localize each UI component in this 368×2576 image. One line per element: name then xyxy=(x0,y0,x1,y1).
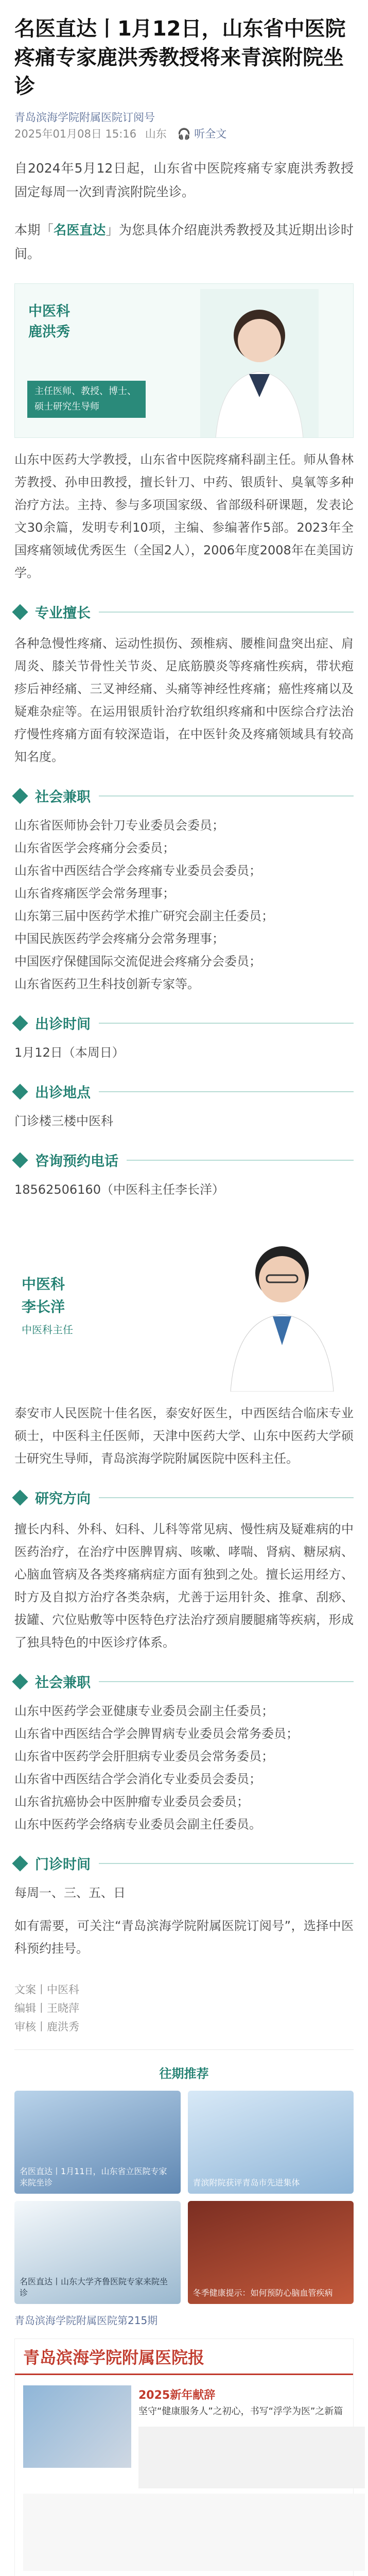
time-text: 1月12日（本周日） xyxy=(14,1045,125,1060)
diamond-icon xyxy=(12,1673,28,1689)
divider xyxy=(99,1863,354,1864)
credits xyxy=(14,1980,354,2036)
doctor1-card xyxy=(14,283,354,438)
divider xyxy=(99,1091,354,1092)
related-header: 往期推荐 xyxy=(159,2066,209,2081)
list-item: 山东省疼痛医学会常务理事； xyxy=(14,886,175,901)
list-item: 山东省医师协会针刀专业委员会委员； xyxy=(14,818,224,833)
related-caption: 青滨附院获评青岛市先进集体 xyxy=(192,2178,300,2188)
newspaper-text-block xyxy=(138,2427,365,2488)
doctor2-name: 李长洋 xyxy=(22,1298,65,1315)
article-title: 名医直达丨1月12日，山东省中医院疼痛专家鹿洪秀教授将来青滨附院坐诊 xyxy=(14,17,346,98)
related-tile[interactable] xyxy=(14,2201,181,2304)
specialty-title: 专业擅长 xyxy=(35,605,91,621)
diamond-icon xyxy=(12,1015,28,1031)
social2-title: 社会兼职 xyxy=(35,1675,91,1691)
doctor1-name: 鹿洪秀 xyxy=(28,324,70,340)
time2-text: 每周一、三、五、日 xyxy=(14,1886,126,1900)
list-item: 山东省抗癌协会中医肿瘤专业委员会委员； xyxy=(14,1794,249,1809)
newspaper-masthead xyxy=(15,2339,353,2375)
diamond-icon xyxy=(12,1152,28,1168)
phone-title: 咨询预约电话 xyxy=(35,1154,118,1170)
divider xyxy=(99,795,354,796)
diamond-icon xyxy=(12,604,28,620)
related-tile[interactable] xyxy=(188,2201,354,2304)
time2-title: 门诊时间 xyxy=(35,1857,91,1873)
related-caption: 名医直达丨山东大学齐鲁医院专家来院坐诊 xyxy=(20,2277,168,2298)
doctor2-title: 中医科主任 xyxy=(22,1324,73,1336)
doctor1-photo xyxy=(200,289,319,438)
list-item: 山东省中医药学会肝胆病专业委员会常务委员； xyxy=(14,1749,274,1764)
social-title: 社会兼职 xyxy=(35,789,91,805)
location: 山东 xyxy=(145,128,167,140)
list-item: 山东省医药卫生科技创新专家等。 xyxy=(14,977,200,991)
related-tile[interactable] xyxy=(188,2091,354,2194)
doctor1-namebox xyxy=(28,301,70,343)
doctor2-bio: 泰安市人民医院十佳名医，泰安好医生，中西医结合临床专业硕士，中医科主任医师，天津中医药大学、山东中医药大学硕士研究生导师，青岛滨海学院附属医院中医科主任。 xyxy=(14,1406,354,1466)
list-item: 中国医疗保健国际交流促进会疼痛分会委员； xyxy=(14,954,261,969)
diamond-icon xyxy=(12,1083,28,1099)
credit-writer: 文案丨中医科 xyxy=(14,1984,79,1996)
divider xyxy=(99,1681,354,1682)
intro-p2-bold: 名医直达 xyxy=(54,223,106,238)
doctor1-bio: 山东中医药大学教授，山东省中医院疼痛科副主任。师从鲁林芳教授、孙申田教授，擅长针刀、中药、银质针、臭氧等多种治疗方法。主持、参与多项国家级、省部级科研课题，发表论文30余篇，发明专利10项，主编、参编著作5部。2023年全国疼痛领域优秀医生（全国2人），2006年度2008年在美国访学。 xyxy=(14,452,354,580)
publish-date: 2025年01月08日 15:16 xyxy=(14,128,137,140)
doctor2-dept: 中医科 xyxy=(22,1276,65,1293)
diamond-icon xyxy=(12,788,28,804)
booking-note: 如有需要，可关注“青岛滨海学院附属医院订阅号”，选择中医科预约挂号。 xyxy=(14,1919,354,1956)
listen-button[interactable]: 🎧 听全文 xyxy=(177,128,227,140)
related-grid xyxy=(14,2091,354,2304)
divider xyxy=(99,1497,354,1498)
source-link[interactable]: 青岛滨海学院附属医院订阅号 xyxy=(14,111,155,124)
specialty-text: 各种急慢性疼痛、运动性损伤、颈椎病、腰椎间盘突出症、肩周炎、膝关节骨性关节炎、足底筋膜炎等疼痛性疾病，带状疱疹后神经痛、三叉神经痛、头痛等神经性疼痛；癌性疼痛以及疑难杂症等。在运用银质针治疗软组织疼痛和中医综合疗法治疗慢性疼痛方面有较深造诣，在中医针灸及疼痛领域具有较高知名度。 xyxy=(14,636,354,764)
masthead-text: 青岛滨海学院附属医院报 xyxy=(23,2347,205,2367)
time2-header xyxy=(14,1853,354,1873)
list-item: 中国民族医药学会疼痛分会常务理事； xyxy=(14,931,224,946)
social-header xyxy=(14,786,354,806)
newspaper-photo xyxy=(23,2385,131,2468)
newspaper-text-block xyxy=(23,2494,365,2571)
intro-p2-post: 」为您具体介绍鹿洪秀教授及其近期出诊时间。 xyxy=(14,223,354,261)
list-item: 山东第三届中医药学术推广研究会副主任委员； xyxy=(14,909,274,923)
time-title: 出诊时间 xyxy=(35,1016,91,1032)
diamond-icon xyxy=(12,1855,28,1871)
diamond-icon xyxy=(12,1489,28,1505)
list-item: 山东省医学会疼痛分会委员； xyxy=(14,841,175,855)
place-text: 门诊楼三楼中医科 xyxy=(14,1114,113,1128)
newspaper-headline: 2025新年献辞 xyxy=(138,2389,216,2402)
related-section xyxy=(14,2063,354,2327)
list-item: 山东中医药学会络病专业委员会副主任委员。 xyxy=(14,1817,261,1832)
place-header xyxy=(14,1081,354,1101)
divider xyxy=(14,2049,354,2050)
intro-p2-pre: 本期「 xyxy=(14,223,54,238)
related-caption: 冬季健康提示：如何预防心脑血管疾病 xyxy=(192,2288,333,2298)
doctor1-tag: 主任医师、教授、博士、硕士研究生导师 xyxy=(27,381,146,418)
credit-editor: 编辑丨王晓萍 xyxy=(14,2002,79,2014)
doctor2-photo xyxy=(215,1222,349,1392)
divider xyxy=(127,1160,354,1161)
social2-list xyxy=(14,1700,354,1836)
doctor2-card xyxy=(14,1222,354,1392)
phone-text[interactable]: 18562506160（中医科主任李长洋） xyxy=(14,1182,224,1197)
social2-header xyxy=(14,1671,354,1691)
newspaper-image[interactable] xyxy=(14,2338,354,2576)
article-meta xyxy=(14,109,354,142)
specialty-header xyxy=(14,602,354,622)
list-item: 山东省中西医结合学会脾胃病专业委员会常务委员； xyxy=(14,1726,299,1741)
list-item: 山东中医药学会亚健康专业委员会副主任委员； xyxy=(14,1704,274,1718)
research-header xyxy=(14,1487,354,1507)
intro-p1: 自2024年5月12日起，山东省中医院疼痛专家鹿洪秀教授固定每周一次到青滨附院坐诊。 xyxy=(14,161,354,199)
list-item: 山东省中西医结合学会消化专业委员会委员； xyxy=(14,1772,261,1786)
related-caption: 名医直达丨1月11日，山东省立医院专家来院坐诊 xyxy=(20,2166,167,2188)
research-text: 擅长内科、外科、妇科、儿科等常见病、慢性病及疑难病的中医药治疗，在治疗中医脾胃病、咳嗽、哮喘、肾病、糖尿病、心脑血管病及各类疼痛病症方面有独到之处。擅长运用经方、时方及自拟方治疗各类杂病，尤善于运用针灸、推拿、刮痧、拔罐、穴位贴敷等中医特色疗法治疗颈肩腰腿痛等疾病，形成了独具特色的中医诊疗体系。 xyxy=(14,1522,354,1650)
phone-header xyxy=(14,1150,354,1170)
credit-reviewer: 审核丨鹿洪秀 xyxy=(14,2021,79,2033)
research-title: 研究方向 xyxy=(35,1491,91,1507)
newspaper-subheadline: 坚守“健康服务人”之初心，书写“浮学为医”之新篇 xyxy=(138,2406,343,2417)
divider xyxy=(99,1023,354,1024)
doctor1-dept: 中医科 xyxy=(28,303,70,319)
place-title: 出诊地点 xyxy=(35,1085,91,1101)
intro-p2 xyxy=(14,218,354,266)
time-header xyxy=(14,1013,354,1033)
more-link[interactable]: 青岛滨海学院附属医院第215期 xyxy=(14,2314,158,2327)
social-list xyxy=(14,814,354,995)
related-tile[interactable] xyxy=(14,2091,181,2194)
listen-label: 听全文 xyxy=(194,128,227,140)
list-item: 山东省中西医结合学会疼痛专业委员会委员； xyxy=(14,863,261,878)
divider xyxy=(99,612,354,613)
